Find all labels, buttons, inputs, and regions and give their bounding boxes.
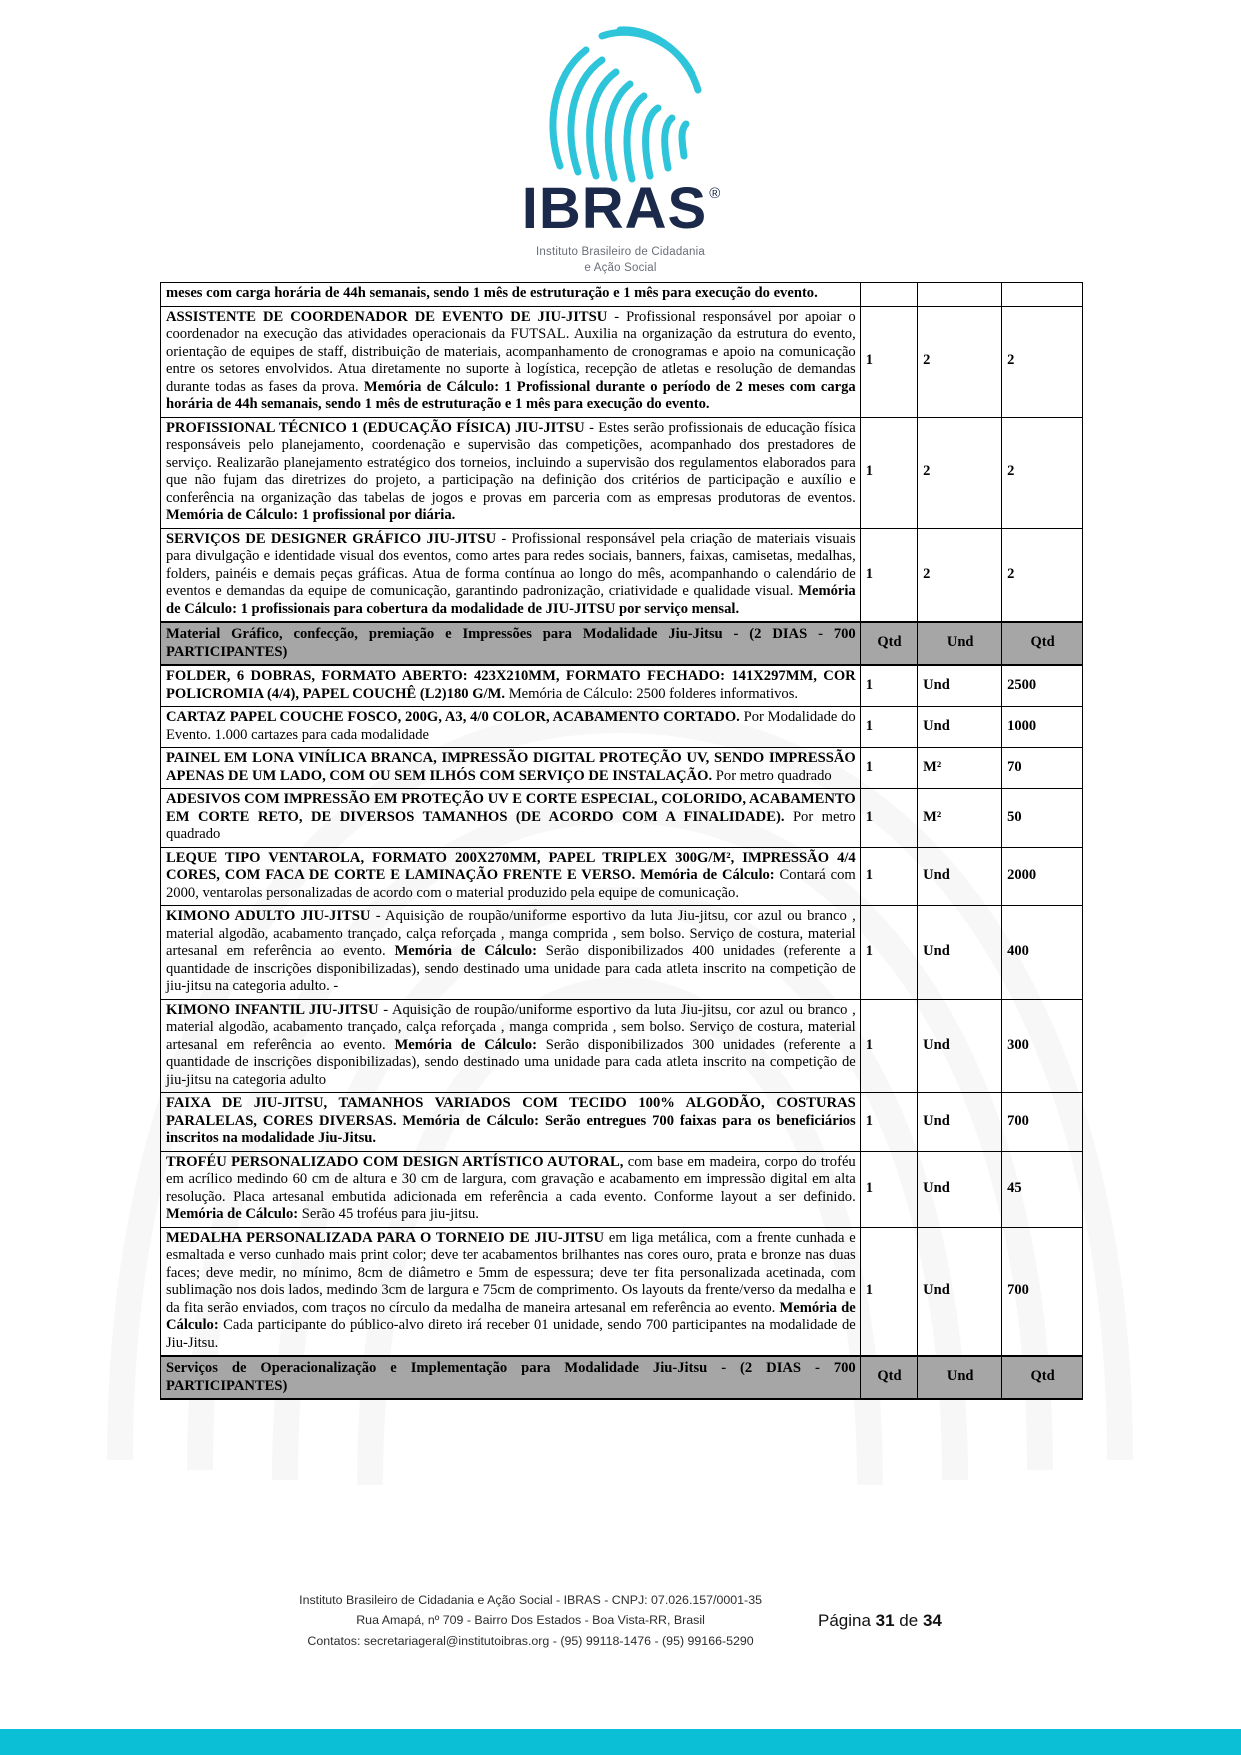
cell-und: Und — [918, 1356, 1002, 1399]
logo-subtitle — [516, 245, 726, 276]
cell-description: FAIXA DE JIU-JITSU, TAMANHOS VARIADOS COM TECIDO 100% ALGODÃO, COSTURAS PARALELAS, CORES DIVERSAS. Memória de Cálculo: Serão entregues 700 faixas para os beneficiários inscritos na modalidade Jiu-Jitsu. — [161, 1093, 861, 1152]
fingerprint-icon — [516, 16, 726, 186]
bottom-accent-bar — [0, 1729, 1241, 1755]
cell-qtd-total: 45 — [1002, 1151, 1083, 1227]
cell-qtd-total: 2 — [1002, 528, 1083, 622]
document-header — [0, 0, 1241, 282]
cell-und: M² — [918, 748, 1002, 789]
table-row — [161, 283, 1083, 307]
cell-qtd: 1 — [860, 999, 917, 1093]
table-row — [161, 707, 1083, 748]
cell-qtd: 1 — [860, 528, 917, 622]
cell-qtd-total: 2 — [1002, 306, 1083, 417]
cell-und: Und — [918, 665, 1002, 707]
page-label-prefix: Página — [817, 1610, 876, 1630]
cell-und: Und — [918, 1151, 1002, 1227]
cell-qtd: 1 — [860, 906, 917, 1000]
cell-description: FOLDER, 6 DOBRAS, FORMATO ABERTO: 423X210MM, FORMATO FECHADO: 141X297MM, COR POLICROMIA (4/4), PAPEL COUCHÊ (L2)180 G/M. Memória de Cálculo: 2500 folderes informativos. — [161, 665, 861, 707]
cell-und: Und — [918, 1093, 1002, 1152]
ibras-logo — [516, 16, 726, 276]
table-row — [161, 528, 1083, 622]
table-row — [161, 999, 1083, 1093]
cell-description: CARTAZ PAPEL COUCHE FOSCO, 200G, A3, 4/0 COLOR, ACABAMENTO CORTADO. Por Modalidade do Evento. 1.000 cartazes para cada modalidade — [161, 707, 861, 748]
table-row — [161, 1151, 1083, 1227]
cell-description: Material Gráfico, confecção, premiação e Impressões para Modalidade Jiu-Jitsu - (2 DIAS - 700 PARTICIPANTES) — [161, 622, 861, 665]
table-row — [161, 1227, 1083, 1356]
footer-line-contacts: Contatos: secretariageral@institutoibras.org - (95) 99118-1476 - (95) 99166-5290 — [307, 1633, 754, 1648]
cell-und: 2 — [918, 417, 1002, 528]
cell-und: 2 — [918, 306, 1002, 417]
cell-qtd: 1 — [860, 847, 917, 906]
cell-qtd-total: 70 — [1002, 748, 1083, 789]
cell-qtd: 1 — [860, 306, 917, 417]
table-row — [161, 789, 1083, 848]
cell-qtd: Qtd — [860, 1356, 917, 1399]
page-number-indicator — [818, 1611, 942, 1631]
cell-und: Und — [918, 707, 1002, 748]
cell-description: KIMONO ADULTO JIU-JITSU - Aquisição de roupão/uniforme esportivo da luta Jiu-jitsu, cor azul ou branco , material algodão, acabamento trançado, calça reforçada , manga comprida , sem bolso. Serviço de costura, material artesanal em referência ao evento. Memória de Cálculo: Serão disponibilizados 400 unidades (referente a quantidade de inscrições disponibilizadas), sendo destinado uma unidade para cada atleta inscrito na competição de jiu-jitsu na categoria adulto. - — [161, 906, 861, 1000]
cell-qtd-total: 2 — [1002, 417, 1083, 528]
cell-description: ASSISTENTE DE COORDENADOR DE EVENTO DE JIU-JITSU - Profissional responsável por apoiar o coordenador na execução das atividades operacionais da FUTSAL. Auxilia na organização da estrutura do evento, orientação de equipes de staff, distribuição de materiais, acompanhamento de cronogramas e apoio na comunicação entre os setores envolvidos. Atua diretamente no suporte à logística, recepção de atletas e resolução de demandas durante todas as fases da prova. Memória de Cálculo: 1 Profissional durante o período de 2 meses com carga horária de 44h semanais, sendo 1 mês de estruturação e 1 mês para execução do evento. — [161, 306, 861, 417]
cell-qtd: Qtd — [860, 622, 917, 665]
cell-und — [918, 283, 1002, 307]
page-total: 34 — [922, 1610, 942, 1630]
cell-qtd-total: 700 — [1002, 1227, 1083, 1356]
cell-description: TROFÉU PERSONALIZADO COM DESIGN ARTÍSTICO AUTORAL, com base em madeira, corpo do troféu em acrílico medindo 60 cm de altura e 30 cm de largura, com gravação e acabamento em impressão digital em alta resolução. Placa artesanal embutida adicionada em referência a cada evento. Conforme layout a ser definido. Memória de Cálculo: Serão 45 troféus para jiu-jitsu. — [161, 1151, 861, 1227]
cell-qtd: 1 — [860, 748, 917, 789]
cell-qtd: 1 — [860, 1227, 917, 1356]
cell-qtd-total: 50 — [1002, 789, 1083, 848]
page-label-middle: de — [894, 1610, 923, 1630]
cell-qtd: 1 — [860, 1151, 917, 1227]
specification-table — [160, 282, 1083, 1400]
cell-qtd: 1 — [860, 417, 917, 528]
cell-qtd: 1 — [860, 789, 917, 848]
document-footer — [0, 1590, 1241, 1651]
cell-description: KIMONO INFANTIL JIU-JITSU - Aquisição de roupão/uniforme esportivo da luta Jiu-jitsu, cor azul ou branco , material algodão, acabamento trançado, calça reforçada , manga comprida , sem bolso. Serviço de costura, material artesanal em referência ao evento. Memória de Cálculo: Serão disponibilizados 300 unidades (referente a quantidade de inscrições disponibilizadas), sendo destinado uma unidade para cada atleta inscrito na competição de jiu-jitsu na categoria adulto — [161, 999, 861, 1093]
cell-qtd: 1 — [860, 665, 917, 707]
cell-qtd-total — [1002, 283, 1083, 307]
table-row — [161, 665, 1083, 707]
cell-und: Und — [918, 1227, 1002, 1356]
cell-und: Und — [918, 906, 1002, 1000]
cell-und: 2 — [918, 528, 1002, 622]
cell-description: ADESIVOS COM IMPRESSÃO EM PROTEÇÃO UV E CORTE ESPECIAL, COLORIDO, ACABAMENTO EM CORTE RETO, DE DIVERSOS TAMANHOS (DE ACORDO COM A FINALIDADE). Por metro quadrado — [161, 789, 861, 848]
main-content — [0, 282, 1241, 1400]
table-row — [161, 1093, 1083, 1152]
cell-qtd: 1 — [860, 1093, 917, 1152]
cell-description: meses com carga horária de 44h semanais, sendo 1 mês de estruturação e 1 mês para execução do evento. — [161, 283, 861, 307]
logo-subtitle-line1: Instituto Brasileiro de Cidadania — [536, 246, 705, 258]
logo-subtitle-line2: e Ação Social — [584, 261, 657, 274]
table-section-row — [161, 1356, 1083, 1399]
footer-contact-block — [299, 1590, 762, 1651]
cell-description: PROFISSIONAL TÉCNICO 1 (EDUCAÇÃO FÍSICA) JIU-JITSU - Estes serão profissionais de educação física responsáveis pelo planejamento, coordenação e supervisão das competições, acompanhado dos prestadores de serviço. Realizarão planejamento estratégico dos torneios, incluindo a supervisão dos regulamentos elaborados para que não fujam das diretrizes do projeto, a participação na definição dos critérios de participação e auxílio e conferência na organização das tabelas de jogos e provas em parceria com as empresas produtoras de eventos. Memória de Cálculo: 1 profissional por diária. — [161, 417, 861, 528]
cell-und: M² — [918, 789, 1002, 848]
cell-qtd-total: Qtd — [1002, 1356, 1083, 1399]
cell-description: MEDALHA PERSONALIZADA PARA O TORNEIO DE JIU-JITSU em liga metálica, com a frente cunhada e esmaltada e verso cunhado mais print color; deve ter acabamentos brilhantes nas cores ouro, prata e bronze nas duas faces; deve medir, no mínimo, 8cm de diâmetro e 5mm de espessura; deve ter fita personalizada acetinada, com sublimação nos dois lados, medindo 3cm de largura e 75cm de comprimento. Os layouts da frente/verso da medalha e da fita serão enviados, com traços no círculo da medalha de maneira artesanal em referência ao evento. Memória de Cálculo: Cada participante do público-alvo direto irá receber 01 unidade, sendo 700 participantes na modalidade de Jiu-Jitsu. — [161, 1227, 861, 1356]
cell-qtd — [860, 283, 917, 307]
table-row — [161, 847, 1083, 906]
cell-und: Und — [918, 847, 1002, 906]
cell-qtd-total: 2000 — [1002, 847, 1083, 906]
registered-trademark-icon: ® — [709, 185, 722, 202]
table-row — [161, 417, 1083, 528]
cell-qtd-total: 700 — [1002, 1093, 1083, 1152]
specification-table-body — [161, 283, 1083, 1400]
logo-wordmark-text: IBRAS — [521, 176, 708, 241]
footer-line-entity: Instituto Brasileiro de Cidadania e Ação Social - IBRAS - CNPJ: 07.026.157/0001-35 — [299, 1593, 762, 1607]
logo-wordmark — [521, 176, 722, 241]
cell-description: Serviços de Operacionalização e Implementação para Modalidade Jiu-Jitsu - (2 DIAS - 700 PARTICIPANTES) — [161, 1356, 861, 1399]
table-row — [161, 306, 1083, 417]
table-row — [161, 906, 1083, 1000]
cell-und: Und — [918, 622, 1002, 665]
cell-description: LEQUE TIPO VENTAROLA, FORMATO 200X270MM, PAPEL TRIPLEX 300G/M², IMPRESSÃO 4/4 CORES, COM FACA DE CORTE E LAMINAÇÃO FRENTE E VERSO. Memória de Cálculo: Contará com 2000, ventarolas personalizadas de acordo com o material produzido pela equipe de comunicação. — [161, 847, 861, 906]
cell-qtd: 1 — [860, 707, 917, 748]
cell-und: Und — [918, 999, 1002, 1093]
table-section-row — [161, 622, 1083, 665]
table-row — [161, 748, 1083, 789]
cell-description: SERVIÇOS DE DESIGNER GRÁFICO JIU-JITSU - Profissional responsável pela criação de materiais visuais para divulgação e identidade visual dos eventos, como artes para redes sociais, banners, faixas, camisetas, medalhas, folders, painéis e demais peças gráficas. Atua de forma contínua ao longo do mês, acompanhando o calendário de eventos e demandas da equipe de comunicação, garantindo padronização, criatividade e qualidade visual. Memória de Cálculo: 1 profissionais para cobertura da modalidade de JIU-JITSU por serviço mensal. — [161, 528, 861, 622]
cell-qtd-total: 300 — [1002, 999, 1083, 1093]
footer-line-address: Rua Amapá, nº 709 - Bairro Dos Estados - Boa Vista-RR, Brasil — [356, 1613, 705, 1628]
page-current: 31 — [875, 1610, 895, 1630]
cell-qtd-total: 1000 — [1002, 707, 1083, 748]
cell-qtd-total: 400 — [1002, 906, 1083, 1000]
cell-qtd-total: Qtd — [1002, 622, 1083, 665]
cell-qtd-total: 2500 — [1002, 665, 1083, 707]
cell-description: PAINEL EM LONA VINÍLICA BRANCA, IMPRESSÃO DIGITAL PROTEÇÃO UV, SENDO IMPRESSÃO APENAS DE UM LADO, COM OU SEM ILHÓS COM SERVIÇO DE INSTALAÇÃO. Por metro quadrado — [161, 748, 861, 789]
